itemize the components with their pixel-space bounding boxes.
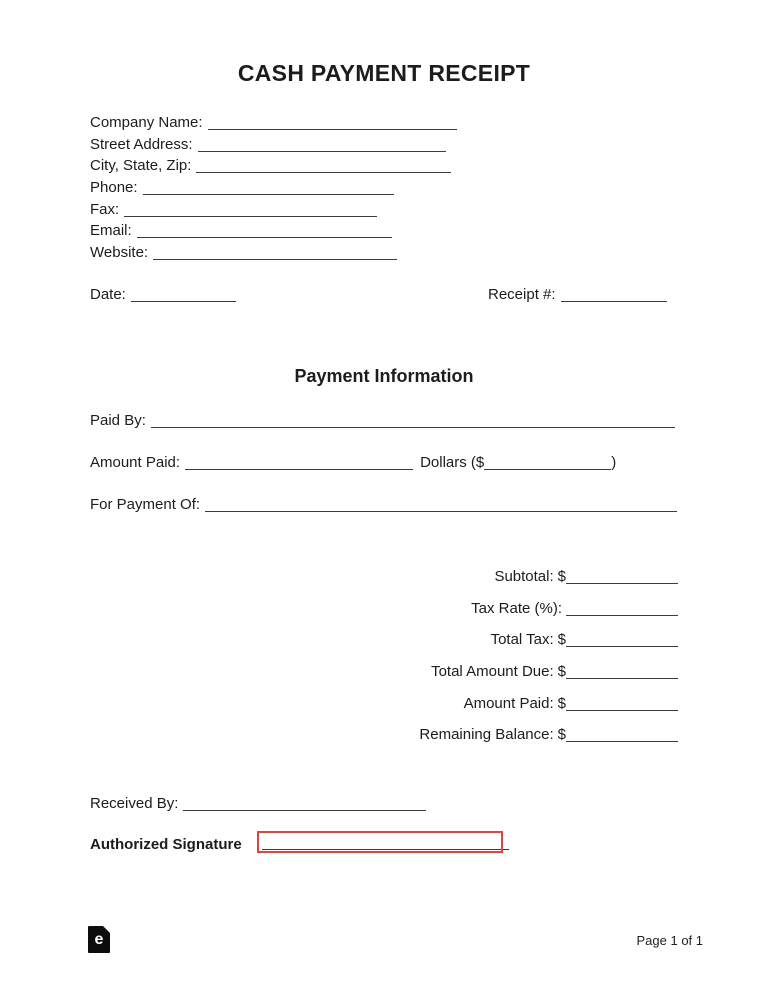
total-tax-currency-prefix: $: [557, 631, 566, 648]
subtotal-label: Subtotal:: [494, 568, 554, 585]
paid-by-row: [90, 412, 675, 430]
email-line: [137, 237, 392, 238]
dollars-label: Dollars ($: [420, 454, 485, 471]
page-indicator: Page 1 of 1: [636, 933, 703, 948]
payment-information-heading: Payment Information: [294, 366, 474, 386]
amount-paid-numeric-line: [484, 469, 611, 470]
website-label: Website:: [90, 244, 149, 261]
receipt-number-line: [561, 301, 667, 302]
remaining-balance-line: [566, 741, 678, 742]
remaining-balance-row: [419, 726, 678, 744]
date-row: [90, 286, 236, 304]
total-amount-due-label: Total Amount Due:: [431, 663, 554, 680]
for-payment-of-line: [205, 511, 677, 512]
tax-rate-label: Tax Rate (%):: [471, 600, 562, 617]
total-amount-due-line: [566, 678, 678, 679]
street-address-row: [90, 136, 446, 154]
city-state-zip-label: City, State, Zip:: [90, 157, 192, 174]
for-payment-of-label: For Payment Of:: [90, 496, 201, 513]
street-address-label: Street Address:: [90, 136, 193, 153]
remaining-balance-label: Remaining Balance:: [419, 726, 554, 743]
authorized-signature-row: [90, 836, 242, 854]
paid-by-label: Paid By:: [90, 412, 146, 429]
for-payment-of-row: [90, 496, 677, 514]
fax-label: Fax:: [90, 201, 120, 218]
phone-label: Phone:: [90, 179, 138, 196]
received-by-label: Received By:: [90, 795, 179, 812]
amount-paid-words-line: [185, 469, 413, 470]
amount-paid-row: [90, 454, 616, 472]
amount-paid-total-row: [464, 695, 678, 713]
authorized-signature-label: Authorized Signature: [90, 836, 242, 853]
tax-rate-line: [566, 615, 678, 616]
total-amount-due-row: [431, 663, 678, 681]
website-row: [90, 244, 397, 262]
fax-row: [90, 201, 377, 219]
website-line: [153, 259, 397, 260]
received-by-line: [183, 810, 426, 811]
company-name-row: [90, 114, 457, 132]
fax-line: [124, 216, 377, 217]
date-line: [131, 301, 236, 302]
subtotal-line: [566, 583, 678, 584]
receipt-number-row: [488, 286, 667, 304]
total-tax-label: Total Tax:: [490, 631, 554, 648]
phone-row: [90, 179, 394, 197]
remaining-balance-currency-prefix: $: [557, 726, 566, 743]
email-label: Email:: [90, 222, 132, 239]
total-tax-line: [566, 646, 678, 647]
paid-by-line: [151, 427, 675, 428]
received-by-row: [90, 795, 426, 813]
receipt-number-label: Receipt #:: [488, 286, 556, 303]
phone-line: [143, 194, 394, 195]
dollars-close-paren: ): [611, 454, 617, 471]
email-row: [90, 222, 392, 240]
amount-paid-total-line: [566, 710, 678, 711]
city-state-zip-line: [196, 172, 451, 173]
eforms-logo-letter: e: [94, 931, 104, 948]
subtotal-currency-prefix: $: [557, 568, 566, 585]
street-address-line: [198, 151, 446, 152]
company-name-label: Company Name:: [90, 114, 203, 131]
subtotal-row: [494, 568, 678, 586]
total-amount-due-currency-prefix: $: [557, 663, 566, 680]
amount-paid-label: Amount Paid:: [90, 454, 181, 471]
city-state-zip-row: [90, 157, 451, 175]
amount-paid-total-label: Amount Paid:: [463, 695, 554, 712]
tax-rate-row: [471, 600, 678, 618]
authorized-signature-field[interactable]: [257, 831, 503, 853]
document-title: CASH PAYMENT RECEIPT: [237, 60, 531, 86]
amount-paid-total-currency-prefix: $: [557, 695, 566, 712]
eforms-logo: [88, 926, 110, 953]
total-tax-row: [491, 631, 678, 649]
company-name-line: [208, 129, 457, 130]
date-label: Date:: [90, 286, 126, 303]
